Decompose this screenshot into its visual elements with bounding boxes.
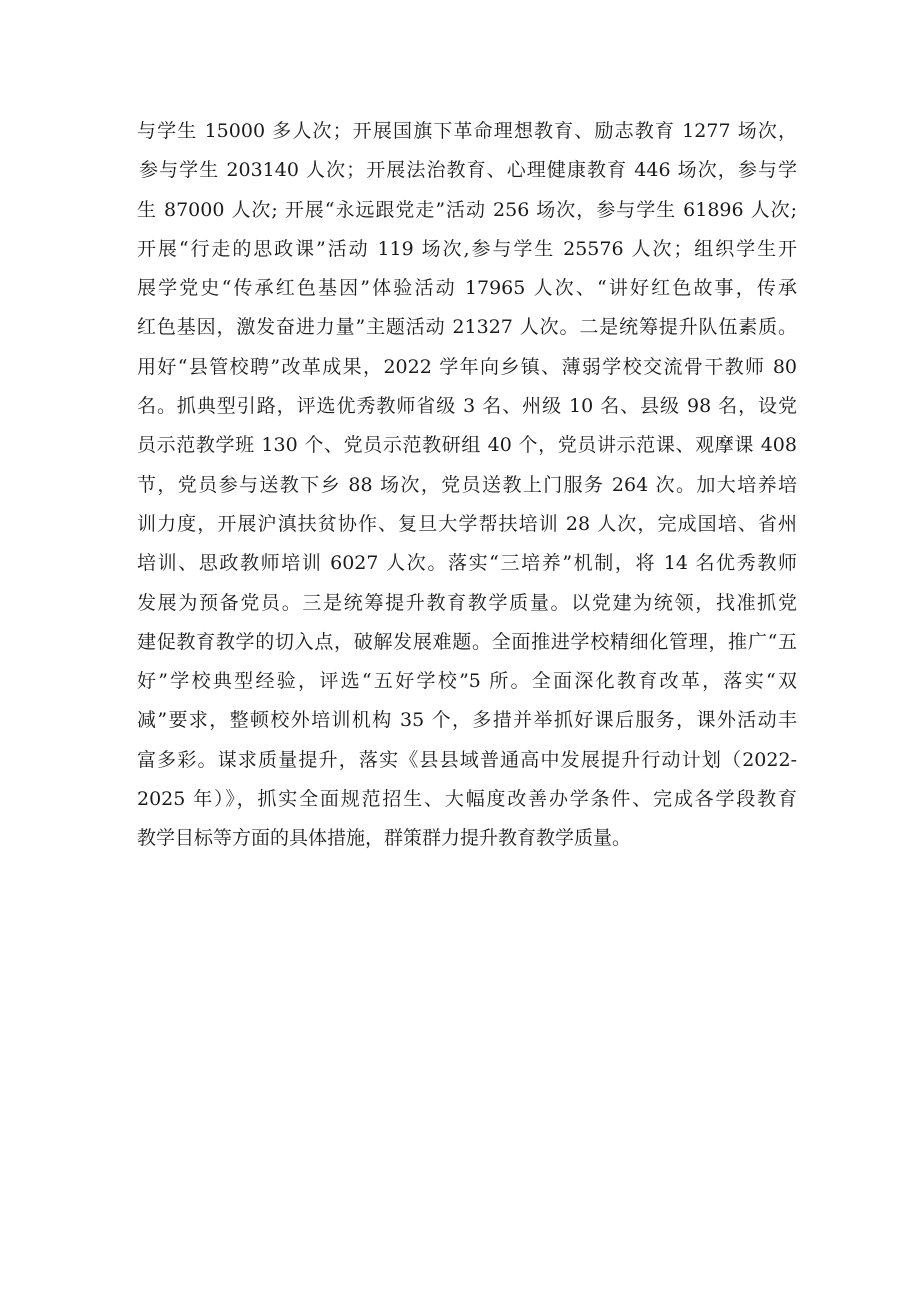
- text-line: 展学党史“传承红色基因”体验活动 17965 人次、“讲好红色故事，传承: [137, 277, 797, 300]
- text-line: 参与学生 203140 人次；开展法治教育、心理健康教育 446 场次，参与学: [139, 159, 797, 182]
- text-line: 好”学校典型经验，评选“五好学校”5 所。全面深化教育改革，落实“双: [137, 670, 797, 693]
- text-line: 教学目标等方面的具体措施，群策群力提升教育教学质量。: [137, 827, 632, 850]
- text-line: 名。抓典型引路，评选优秀教师省级 3 名、州级 10 名、县级 98 名，设党: [137, 395, 797, 418]
- text-line: 训力度，开展沪滇扶贫协作、复旦大学帮扶培训 28 人次，完成国培、省州: [137, 512, 797, 535]
- text-line: 生 87000 人次; 开展“永远跟党走”活动 256 场次，参与学生 61896 人次;: [137, 198, 797, 221]
- text-line: 员示范教学班 130 个、党员示范教研组 40 个，党员讲示范课、观摩课 408: [137, 434, 797, 457]
- text-line: 2025 年）》，抓实全面规范招生、大幅度改善办学条件、完成各学段教育: [137, 788, 797, 811]
- text-line: 减”要求，整顿校外培训机构 35 个，多措并举抓好课后服务，课外活动丰: [137, 709, 797, 732]
- text-line: 与学生 15000 多人次；开展国旗下革命理想教育、励志教育 1277 场次，: [137, 120, 797, 142]
- text-line: 节，党员参与送教下乡 88 场次，党员送教上门服务 264 次。加大培养培: [137, 473, 797, 496]
- text-line: 开展“行走的思政课”活动 119 场次,参与学生 25576 人次；组织学生开: [137, 237, 797, 260]
- text-line: 发展为预备党员。三是统筹提升教育教学质量。以党建为统领，找准抓党: [137, 591, 797, 614]
- body-paragraph: [137, 112, 797, 859]
- text-line: 富多彩。谋求质量提升，落实《县县域普通高中发展提升行动计划（2022-: [137, 748, 797, 771]
- text-line: 培训、思政教师培训 6027 人次。落实“三培养”机制，将 14 名优秀教师: [137, 552, 797, 575]
- text-line: 建促教育教学的切入点，破解发展难题。全面推进学校精细化管理，推广“五: [137, 630, 797, 653]
- text-line: 红色基因，激发奋进力量”主题活动 21327 人次。二是统筹提升队伍素质。: [137, 316, 797, 339]
- text-line: 用好“县管校聘”改革成果，2022 学年向乡镇、薄弱学校交流骨干教师 80: [137, 355, 797, 378]
